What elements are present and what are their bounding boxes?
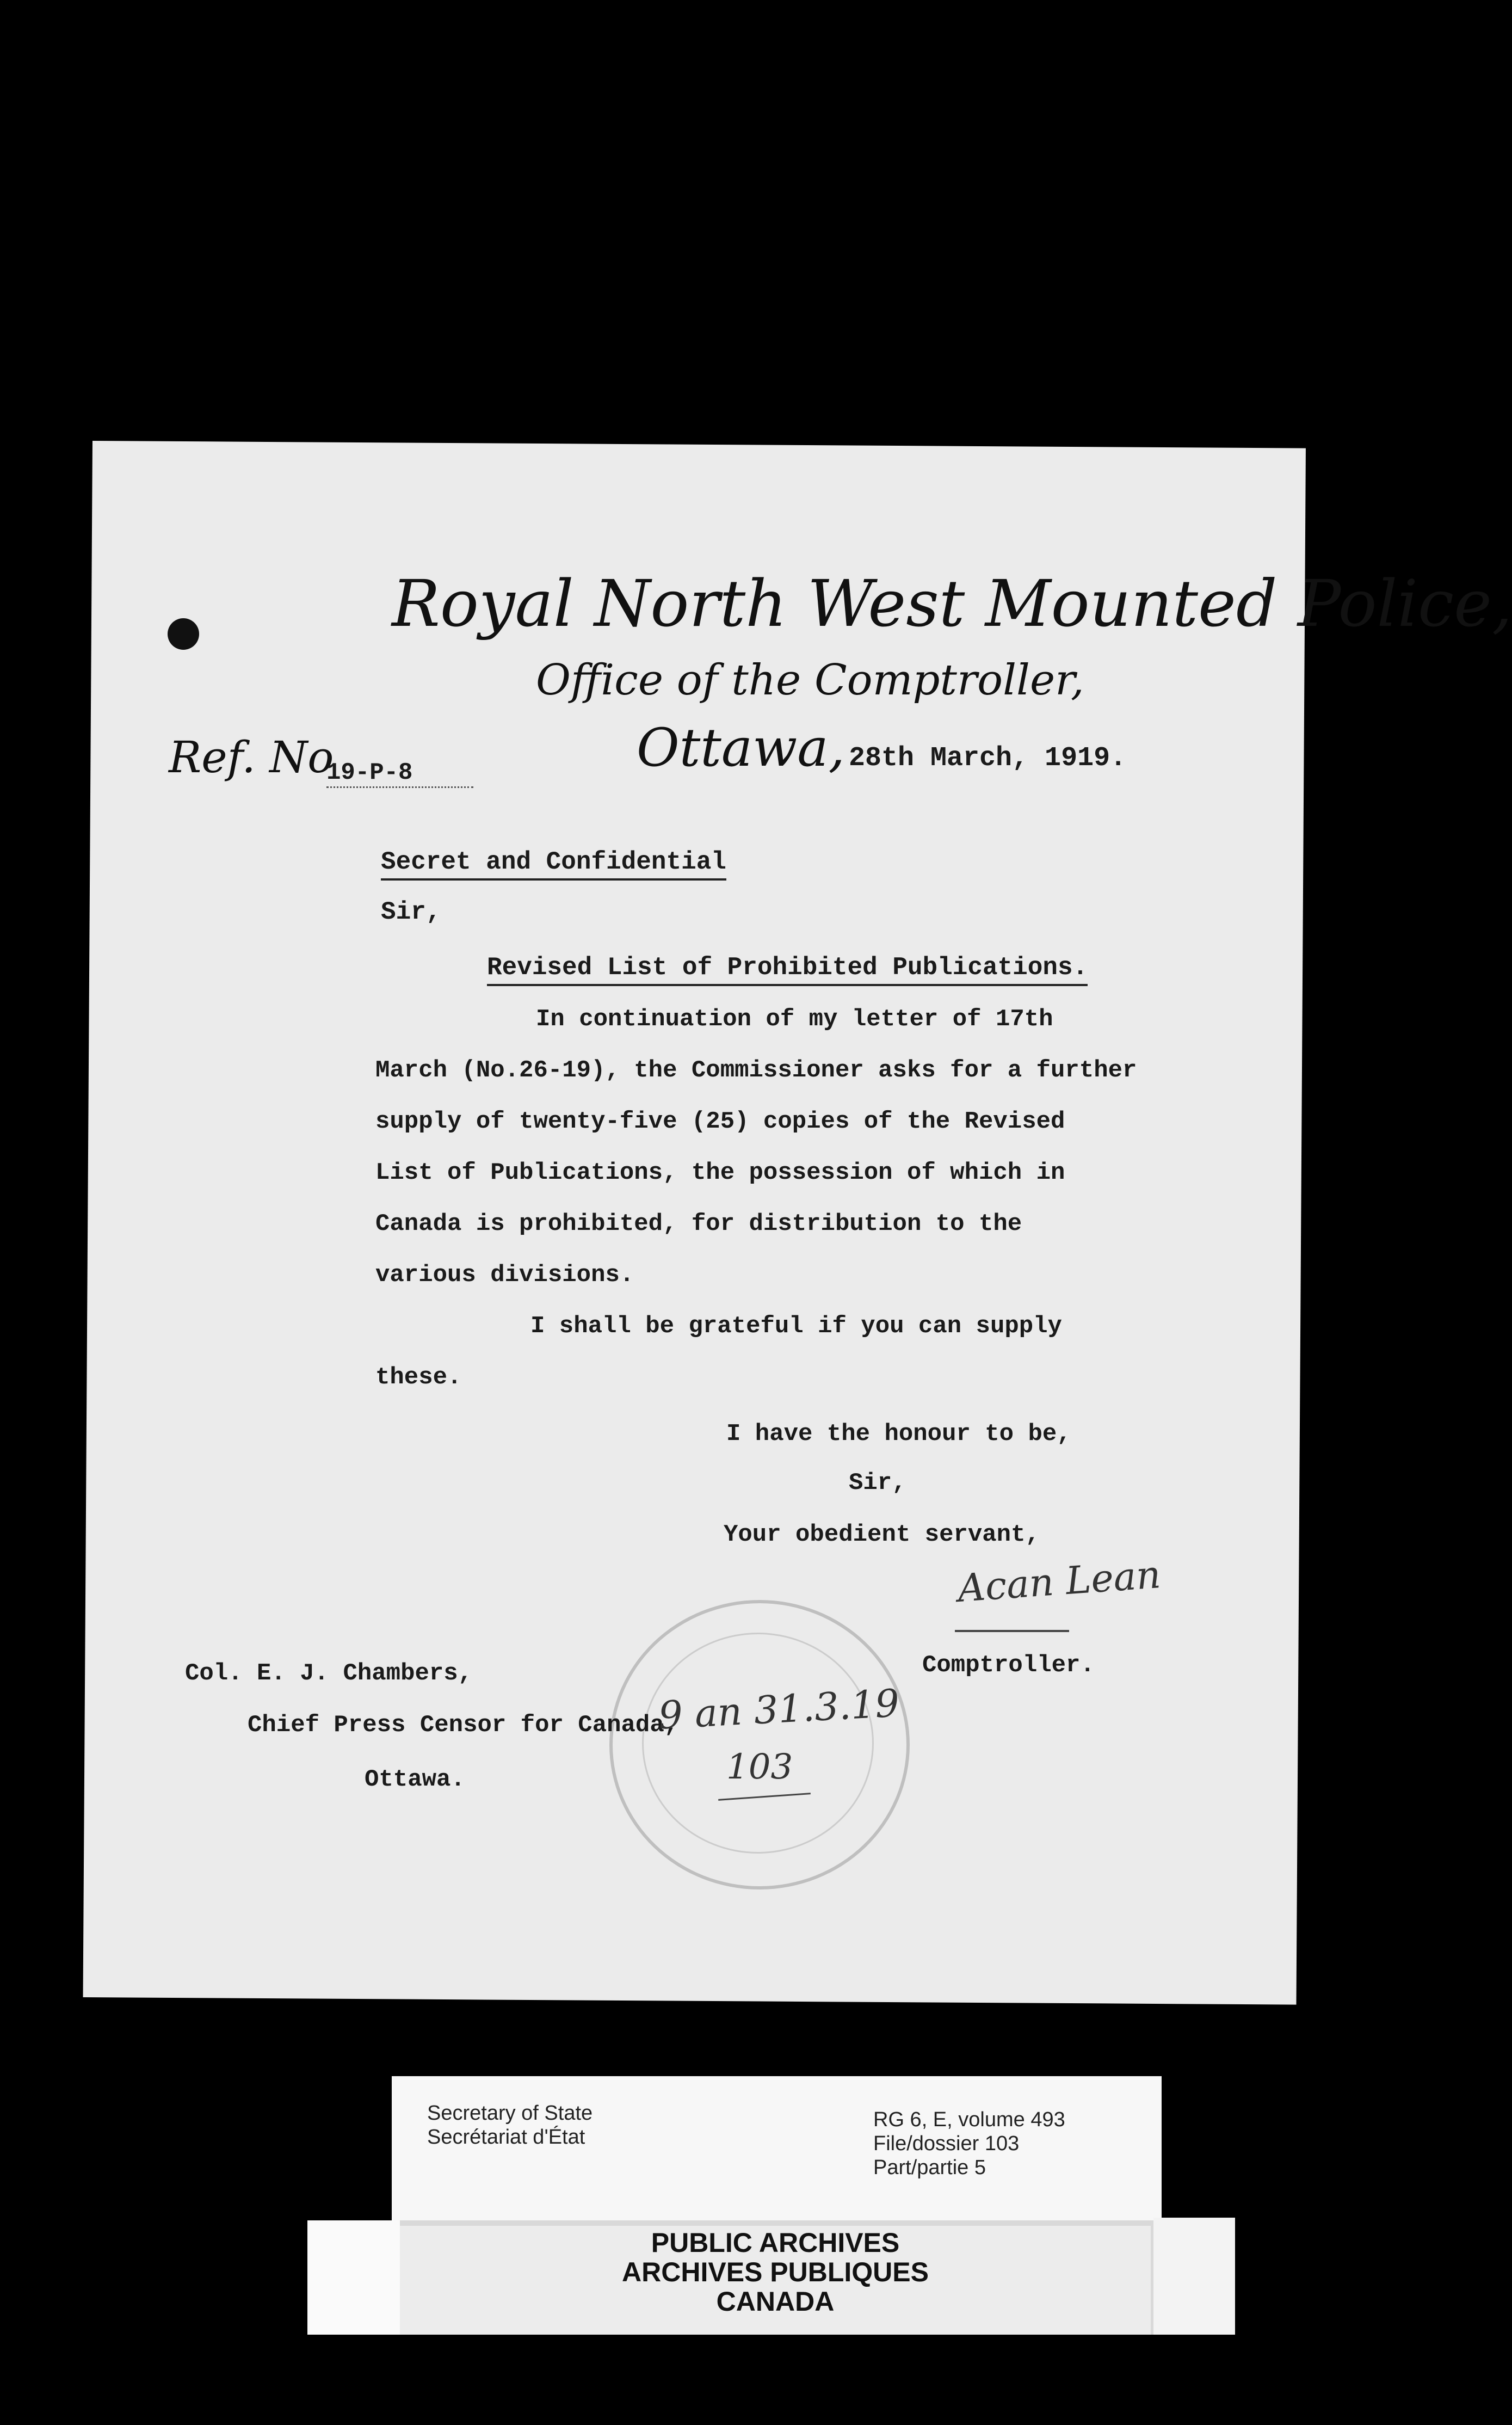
classification: Secret and Confidential (381, 848, 726, 881)
archive-ref-part: Part/partie 5 (873, 2156, 986, 2179)
signature-underline (955, 1630, 1069, 1632)
signature: Acan Lean (956, 1552, 1162, 1611)
letterhead-organization: Royal North West Mounted Police, (392, 566, 1512, 641)
body-line: Canada is prohibited, for distribution to the (375, 1210, 1022, 1238)
body-line: In continuation of my letter of 17th (536, 1006, 1053, 1033)
body-line: List of Publications, the possession of which in (375, 1159, 1065, 1186)
addressee-line: Ottawa. (365, 1766, 465, 1793)
addressee-line: Col. E. J. Chambers, (185, 1660, 473, 1687)
archive-dept-en: Secretary of State (427, 2102, 593, 2125)
archive-dept-fr: Secrétariat d'État (427, 2126, 585, 2149)
reference-number: 19-P-8 (326, 759, 473, 788)
body-line: various divisions. (375, 1261, 634, 1289)
letterhead-city: Ottawa, (637, 717, 846, 778)
archive-band-edge-left (307, 2220, 400, 2335)
subject-line: Revised List of Prohibited Publications. (487, 953, 1088, 986)
salutation: Sir, (381, 898, 441, 926)
closing-line: Sir, (849, 1469, 906, 1497)
body-line: these. (375, 1364, 462, 1391)
archive-band-edge-right (1153, 2218, 1235, 2335)
reference-label: Ref. No (169, 732, 334, 783)
body-line: I shall be grateful if you can supply (530, 1313, 1062, 1340)
closing-line: I have the honour to be, (726, 1420, 1071, 1448)
letter-date: 28th March, 1919. (849, 743, 1127, 774)
handwritten-date-note: 9 an 31.3.19 (657, 1681, 900, 1738)
archive-band-line: ARCHIVES PUBLIQUES (622, 2257, 929, 2287)
body-line: supply of twenty-five (25) copies of the Revised (375, 1108, 1065, 1135)
signer-title: Comptroller. (922, 1652, 1095, 1679)
handwritten-file-note: 103 (726, 1747, 793, 1787)
archive-ref-volume: RG 6, E, volume 493 (873, 2108, 1065, 2131)
archive-band-line: PUBLIC ARCHIVES (651, 2227, 900, 2258)
archive-ref-file: File/dossier 103 (873, 2132, 1020, 2155)
addressee-line: Chief Press Censor for Canada, (248, 1712, 679, 1739)
punch-hole (168, 618, 199, 650)
body-line: March (No.26-19), the Commissioner asks for a further (375, 1057, 1137, 1084)
archive-band-line: CANADA (716, 2286, 835, 2317)
closing-line: Your obedient servant, (724, 1521, 1040, 1548)
letterhead-office: Office of the Comptroller, (536, 656, 1084, 705)
received-stamp-inner (642, 1633, 874, 1854)
